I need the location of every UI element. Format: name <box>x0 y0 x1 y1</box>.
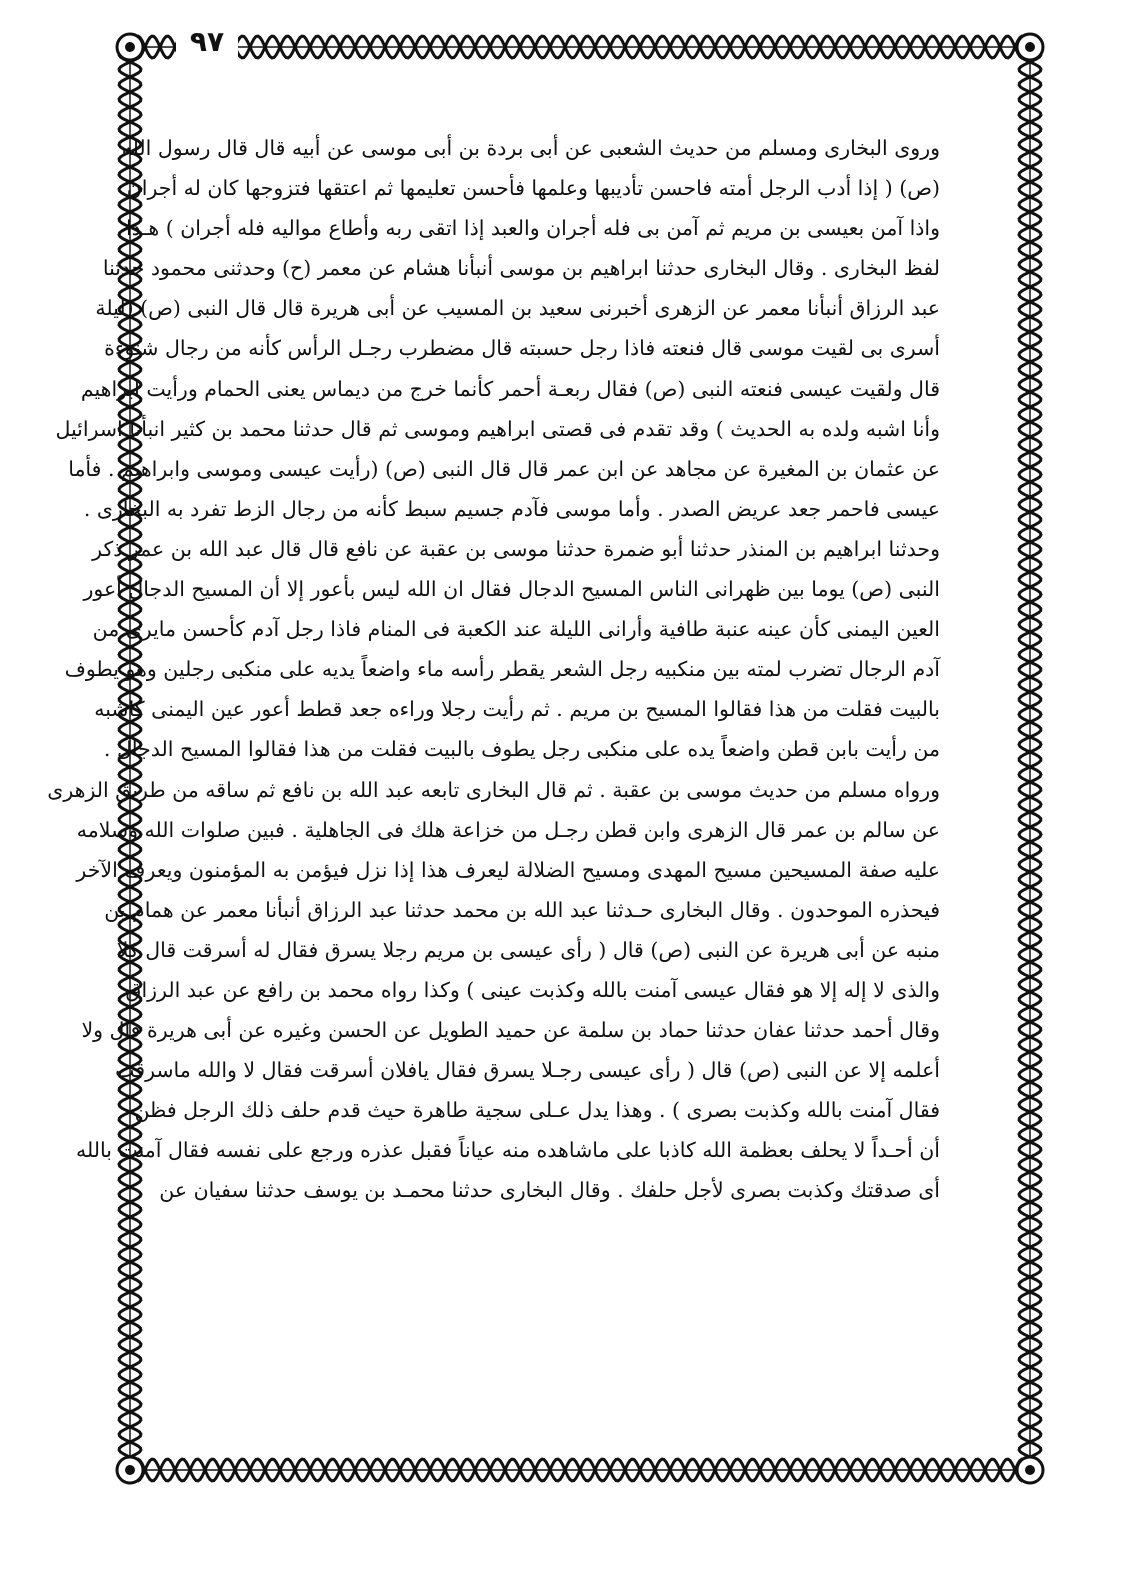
text-line: أعلمه إلا عن النبى (ص) قال ( رأى عيسى رجـلا يسرق فقال يافلان أسرقت فقال لا والله ماسرقت <box>115 1058 940 1083</box>
text-line: أسرى بى لقيت موسى قال فنعته فاذا رجل حسبته قال مضطرب رجـل الرأس كأنه من رجال شنوءة <box>104 336 940 361</box>
text-line: فيحذره الموحدون . وقال البخارى حـدثنا عبد الله بن محمد حدثنا عبد الرزاق أنبأنا معمر عن همام بن <box>104 897 940 922</box>
text-line: وقال أحمد حدثنا عفان حدثنا حماد بن سلمة عن حميد الطويل عن الحسن وغيره عن أبى هريرة قال ولا <box>81 1018 940 1043</box>
text-line: العين اليمنى كأن عينه عنبة طافية وأرانى الليلة عند الكعبة فى المنام فاذا رجل آدم كأحسن مايرى من <box>92 617 940 642</box>
text-line: عليه صفة المسيحين مسيح المهدى ومسيح الضلالة ليعرف هذا إذا نزل فيؤمن به المؤمنون ويعرف الآخر <box>76 857 940 882</box>
text-line: النبى (ص) يوما بين ظهرانى الناس المسيح الدجال فقال ان الله ليس بأعور إلا أن المسيح الدجال أعور <box>83 577 940 602</box>
text-line: أى صدقتك وكذبت بصرى لأجل حلفك . وقال البخارى حدثنا محمـد بن يوسف حدثنا سفيان عن <box>159 1178 940 1203</box>
text-line: ورواه مسلم من حديث موسى بن عقبة . ثم قال البخارى تابعه عبد الله بن نافع ثم ساقه من طريق الزهرى <box>47 777 940 802</box>
text-line: عن عثمان بن المغيرة عن مجاهد عن ابن عمر قال قال النبى (ص) (رأيت عيسى وموسى وابراهيم . فأما <box>68 456 940 481</box>
border-corner-dot <box>1025 42 1035 52</box>
text-line: قال ولقيت عيسى فنعته النبى (ص) فقال ربعـة أحمر كأنما خرج من ديماس يعنى الحمام ورأيت ابراهيم <box>80 376 940 401</box>
text-line: وأنا اشبه ولده به الحديث ) وقد تقدم فى قصتى ابراهيم وموسى ثم قال حدثنا محمد بن كثير انبأنا اسرائيل <box>55 416 940 441</box>
text-line: آدم الرجال تضرب لمته بين منكبيه رجل الشعر يقطر رأسه ماء واضعاً يديه على منكبى رجلين وهو يطوف <box>64 657 940 682</box>
border-corner-dot <box>1025 1465 1035 1475</box>
text-line: (ص) ( إذا أدب الرجل أمته فاحسن تأديبها وعلمها فأحسن تعليمها ثم اعتقها فتزوجها كان له أجران <box>126 176 940 201</box>
text-line: لفظ البخارى . وقال البخارى حدثنا ابراهيم بن موسى أنبأنا هشام عن معمر (ح) وحدثنى محمود حدثنا <box>102 256 940 281</box>
text-line: منبه عن أبى هريرة عن النبى (ص) قال ( رأى عيسى بن مريم رجلا يسرق فقال له أسرقت قال كلا <box>116 937 940 962</box>
main-text <box>47 128 940 1211</box>
text-line: من رأيت بابن قطن واضعاً يده على منكبى رجل يطوف بالبيت فقلت من هذا فقالوا المسيح الدجال . <box>103 737 940 762</box>
page-number: ٩٧ <box>176 22 238 62</box>
text-line: والذى لا إله إلا هو فقال عيسى آمنت بالله وكذبت عينى ) وكذا رواه محمد بن رافع عن عبد الرزاق <box>125 977 940 1002</box>
text-line: أن أحـداً لا يحلف بعظمة الله كاذبا على ماشاهده منه عياناً فقبل عذره ورجع على نفسه فقال آمنت بالله <box>75 1138 940 1163</box>
text-line: وروى البخارى ومسلم من حديث الشعبى عن أبى بردة بن أبى موسى عن أبيه قال قال رسول الله <box>121 136 940 160</box>
text-line: عبد الرزاق أنبأنا معمر عن الزهرى أخبرنى سعيد بن المسيب عن أبى هريرة قال قال النبى (ص) (ليلة <box>95 296 940 321</box>
text-line: فقال آمنت بالله وكذبت بصرى ) . وهذا يدل عـلى سجية طاهرة حيث قدم حلف ذلك الرجل فظن <box>134 1098 940 1123</box>
border-corner-dot <box>125 42 135 52</box>
text-line: عيسى فاحمر جعد عريض الصدر . وأما موسى فآدم جسيم سبط كأنه من رجال الزط تفرد به البخارى . <box>83 496 940 521</box>
text-line: عن سالم بن عمر قال الزهرى وابن قطن رجـل من خزاعة هلك فى الجاهلية . فبين صلوات الله وسلامه <box>76 817 940 842</box>
text-line: وحدثنا ابراهيم بن المنذر حدثنا أبو ضمرة حدثنا موسى بن عقبة عن نافع قال قال عبد الله بن عمر ذكر <box>92 536 940 561</box>
text-line: واذا آمن بعيسى بن مريم ثم آمن بى فله أجران والعبد إذا اتقى ربه وأطاع مواليه فله أجران ) هـذا <box>125 216 940 241</box>
border-corner-dot <box>125 1465 135 1475</box>
text-line: بالبيت فقلت من هذا فقالوا المسيح بن مريم . ثم رأيت رجلا وراءه جعد قطط أعور عين اليمنى كاشبه <box>94 697 940 722</box>
